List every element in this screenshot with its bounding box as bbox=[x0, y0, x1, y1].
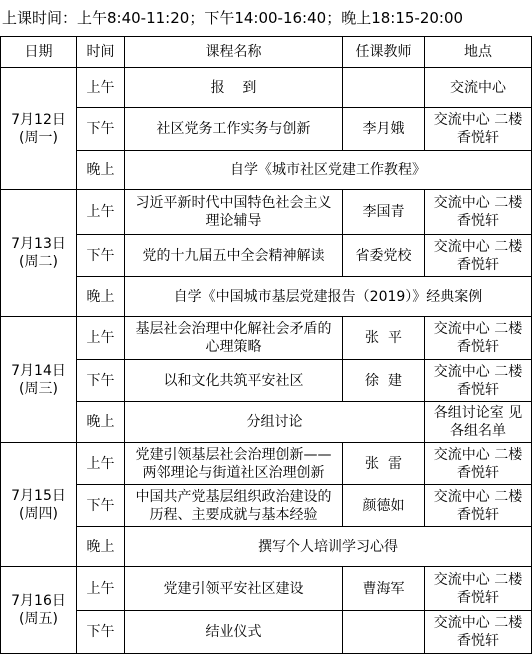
time-cell: 晚上 bbox=[77, 527, 125, 567]
location-cell: 交流中心 二楼香悦轩 bbox=[425, 235, 532, 277]
course-cell: 基层社会治理中化解社会矛盾的心理策略 bbox=[125, 317, 343, 360]
location-cell: 交流中心 二楼香悦轩 bbox=[425, 567, 532, 611]
table-row bbox=[1, 443, 532, 485]
course-cell: 社区党务工作实务与创新 bbox=[125, 108, 343, 151]
course-cell: 报 到 bbox=[125, 68, 343, 108]
weekday-label: (周五) bbox=[19, 611, 58, 627]
merged-activity-cell: 自学《中国城市基层党建报告（2019）》经典案例 bbox=[125, 277, 532, 317]
teacher-cell: 省委党校 bbox=[343, 235, 425, 277]
location-cell: 交流中心 二楼香悦轩 bbox=[425, 360, 532, 402]
teacher-cell: 曹海军 bbox=[343, 567, 425, 611]
teacher-cell: 李国青 bbox=[343, 190, 425, 235]
course-cell: 中国共产党基层组织政治建设的历程、主要成就与基本经验 bbox=[125, 485, 343, 527]
weekday-label: (周三) bbox=[19, 380, 58, 397]
date-cell bbox=[1, 68, 77, 190]
table-row bbox=[1, 190, 532, 235]
time-cell: 上午 bbox=[77, 68, 125, 108]
teacher-cell bbox=[343, 68, 425, 108]
time-cell: 晚上 bbox=[77, 277, 125, 317]
date-label: 7月15日 bbox=[11, 487, 66, 504]
time-cell: 上午 bbox=[77, 317, 125, 360]
table-row bbox=[1, 611, 532, 654]
merged-activity-cell: 自学《城市社区党建工作教程》 bbox=[125, 151, 532, 190]
column-header-course: 课程名称 bbox=[125, 37, 343, 68]
table-row bbox=[1, 108, 532, 151]
weekday-label: (周一) bbox=[19, 129, 58, 146]
teacher-cell: 张 平 bbox=[343, 317, 425, 360]
date-label: 7月14日 bbox=[11, 362, 66, 379]
time-cell: 下午 bbox=[77, 611, 125, 654]
date-label: 7月13日 bbox=[11, 236, 66, 252]
location-cell: 交流中心 二楼香悦轩 bbox=[425, 611, 532, 654]
column-header-date: 日期 bbox=[1, 37, 77, 68]
teacher-cell bbox=[343, 611, 425, 654]
course-cell: 党建引领基层社会治理创新——两邻理论与街道社区治理创新 bbox=[125, 443, 343, 485]
table-row bbox=[1, 277, 532, 317]
time-cell: 上午 bbox=[77, 567, 125, 611]
table-row bbox=[1, 151, 532, 190]
course-cell: 党的十九届五中全会精神解读 bbox=[125, 235, 343, 277]
course-cell: 以和文化共筑平安社区 bbox=[125, 360, 343, 402]
date-cell bbox=[1, 443, 77, 567]
schedule-time-header: 上课时间：上午8:40-11:20；下午14:00-16:40；晚上18:15-20:00 bbox=[2, 8, 464, 27]
column-header-location: 地点 bbox=[425, 37, 532, 68]
table-header-row bbox=[1, 37, 532, 68]
table-row bbox=[1, 68, 532, 108]
course-cell: 结业仪式 bbox=[125, 611, 343, 654]
time-cell: 下午 bbox=[77, 235, 125, 277]
location-cell: 交流中心 二楼香悦轩 bbox=[425, 190, 532, 235]
time-cell: 下午 bbox=[77, 485, 125, 527]
time-cell: 下午 bbox=[77, 108, 125, 151]
table-row bbox=[1, 567, 532, 611]
time-cell: 下午 bbox=[77, 360, 125, 402]
location-cell: 交流中心 bbox=[425, 68, 532, 108]
merged-activity-cell: 撰写个人培训学习心得 bbox=[125, 527, 532, 567]
table-row bbox=[1, 235, 532, 277]
date-cell bbox=[1, 567, 77, 654]
table-row bbox=[1, 317, 532, 360]
location-cell: 交流中心 二楼香悦轩 bbox=[425, 485, 532, 527]
table-row bbox=[1, 402, 532, 443]
course-schedule-table bbox=[0, 36, 532, 654]
time-cell: 晚上 bbox=[77, 402, 125, 443]
location-cell: 交流中心 二楼香悦轩 bbox=[425, 108, 532, 151]
table-row bbox=[1, 527, 532, 567]
column-header-time: 时间 bbox=[77, 37, 125, 68]
time-cell: 晚上 bbox=[77, 151, 125, 190]
date-cell bbox=[1, 190, 77, 317]
course-cell: 习近平新时代中国特色社会主义理论辅导 bbox=[125, 190, 343, 235]
weekday-label: (周四) bbox=[19, 505, 58, 522]
date-cell bbox=[1, 317, 77, 443]
table-row bbox=[1, 485, 532, 527]
time-cell: 上午 bbox=[77, 190, 125, 235]
teacher-cell: 徐 建 bbox=[343, 360, 425, 402]
course-cell: 党建引领平安社区建设 bbox=[125, 567, 343, 611]
teacher-cell: 颜德如 bbox=[343, 485, 425, 527]
date-label: 7月16日 bbox=[11, 593, 66, 609]
weekday-label: (周二) bbox=[19, 254, 58, 270]
location-cell: 各组讨论室 见各组名单 bbox=[425, 402, 532, 443]
location-cell: 交流中心 二楼香悦轩 bbox=[425, 443, 532, 485]
teacher-cell: 张 雷 bbox=[343, 443, 425, 485]
teacher-cell: 李月娥 bbox=[343, 108, 425, 151]
date-label: 7月12日 bbox=[11, 111, 66, 128]
location-cell: 交流中心 二楼香悦轩 bbox=[425, 317, 532, 360]
column-header-teacher: 任课教师 bbox=[343, 37, 425, 68]
course-cell: 分组讨论 bbox=[125, 402, 425, 443]
time-cell: 上午 bbox=[77, 443, 125, 485]
table-row bbox=[1, 360, 532, 402]
